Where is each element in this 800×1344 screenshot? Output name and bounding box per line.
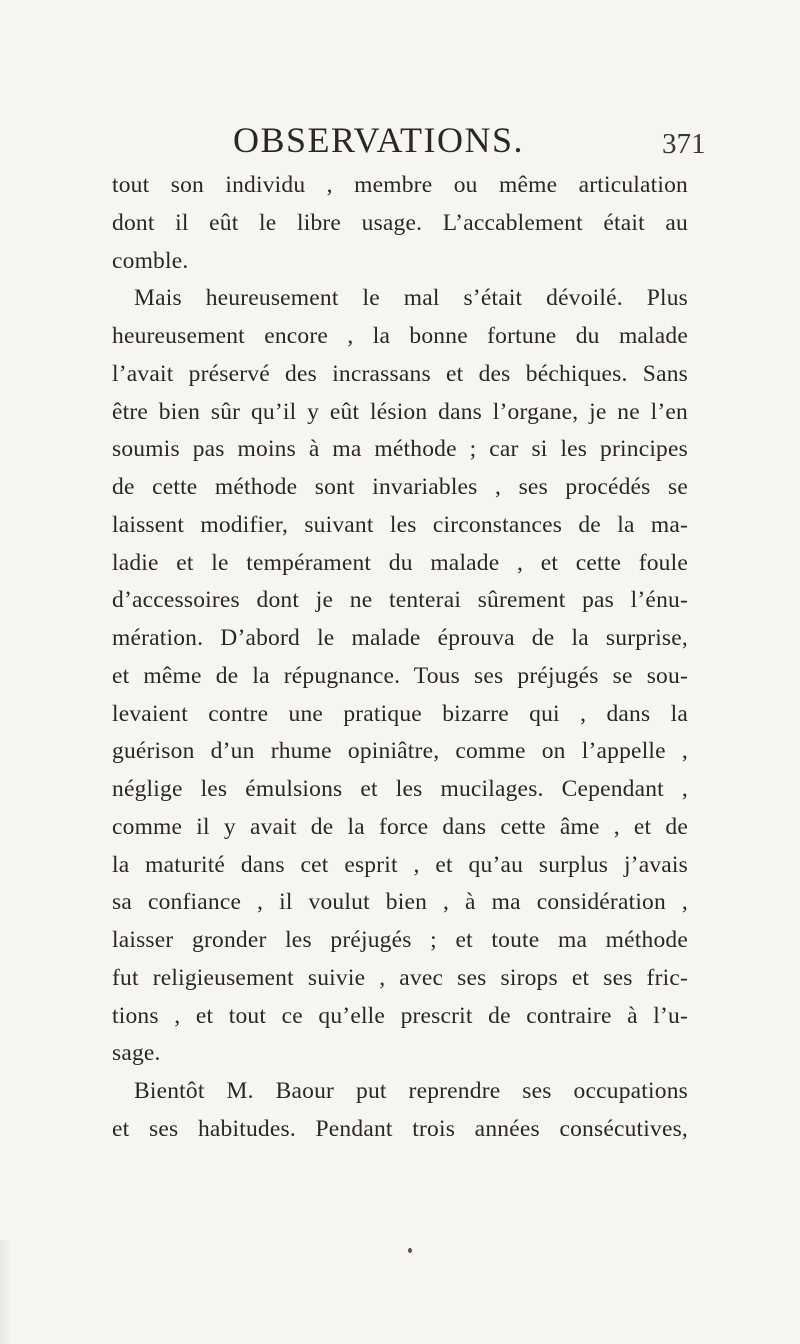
- text-line: et même de la répugnance. Tous ses préjugés se sou-: [112, 662, 688, 689]
- text-line: d’accessoires dont je ne tenterai sûrement pas l’énu-: [112, 587, 688, 614]
- paragraph-start-line: Mais heureusement le mal s’était dévoilé. Plus: [134, 285, 688, 312]
- text-line: guérison d’un rhume opiniâtre, comme on l’appelle ,: [112, 738, 688, 765]
- body-text: [112, 167, 688, 1149]
- text-line: l’avait préservé des incrassans et des béchiques. Sans: [112, 360, 688, 387]
- text-line: fut religieusement suivie , avec ses sirops et ses fric-: [112, 964, 688, 991]
- text-line: dont il eût le libre usage. L’accablement était au: [112, 209, 688, 236]
- text-line: soumis pas moins à ma méthode ; car si les principes: [112, 436, 688, 463]
- text-line: sa confiance , il voulut bien , à ma considération ,: [112, 889, 688, 916]
- text-line: comble.: [112, 247, 189, 274]
- text-line: la maturité dans cet esprit , et qu’au surplus j’avais: [112, 851, 688, 878]
- text-line: tout son individu , membre ou même articulation: [112, 172, 688, 198]
- text-line: sage.: [112, 1040, 161, 1067]
- page-header: [0, 120, 800, 170]
- text-line: mération. D’abord le malade éprouva de la surprise,: [112, 625, 688, 651]
- text-line: néglige les émulsions et les mucilages. Cependant ,: [112, 776, 688, 802]
- text-line: ladie et le tempérament du malade , et cette foule: [112, 549, 688, 576]
- text-line: et ses habitudes. Pendant trois années consécutives,: [112, 1115, 688, 1142]
- page-edge-shadow: [0, 1240, 12, 1344]
- text-line: laissent modifier, suivant les circonstances de la ma-: [112, 511, 688, 538]
- text-line: levaient contre une pratique bizarre qui , dans la: [112, 700, 688, 727]
- text-line: heureusement encore , la bonne fortune du malade: [112, 323, 688, 349]
- text-line: laisser gronder les préjugés ; et toute ma méthode: [112, 927, 688, 953]
- text-line: être bien sûr qu’il y eût lésion dans l’organe, je ne l’en: [112, 398, 688, 425]
- ink-fleck: [408, 1248, 412, 1253]
- paragraph-start-line: Bientôt M. Baour put reprendre ses occupations: [134, 1078, 688, 1104]
- text-line: de cette méthode sont invariables , ses procédés se: [112, 474, 688, 500]
- text-line: comme il y avait de la force dans cette âme , et de: [112, 813, 688, 840]
- text-line: tions , et tout ce qu’elle prescrit de contraire à l’u-: [112, 1002, 688, 1029]
- page-number: 371: [662, 128, 706, 160]
- running-title: OBSERVATIONS.: [233, 120, 525, 160]
